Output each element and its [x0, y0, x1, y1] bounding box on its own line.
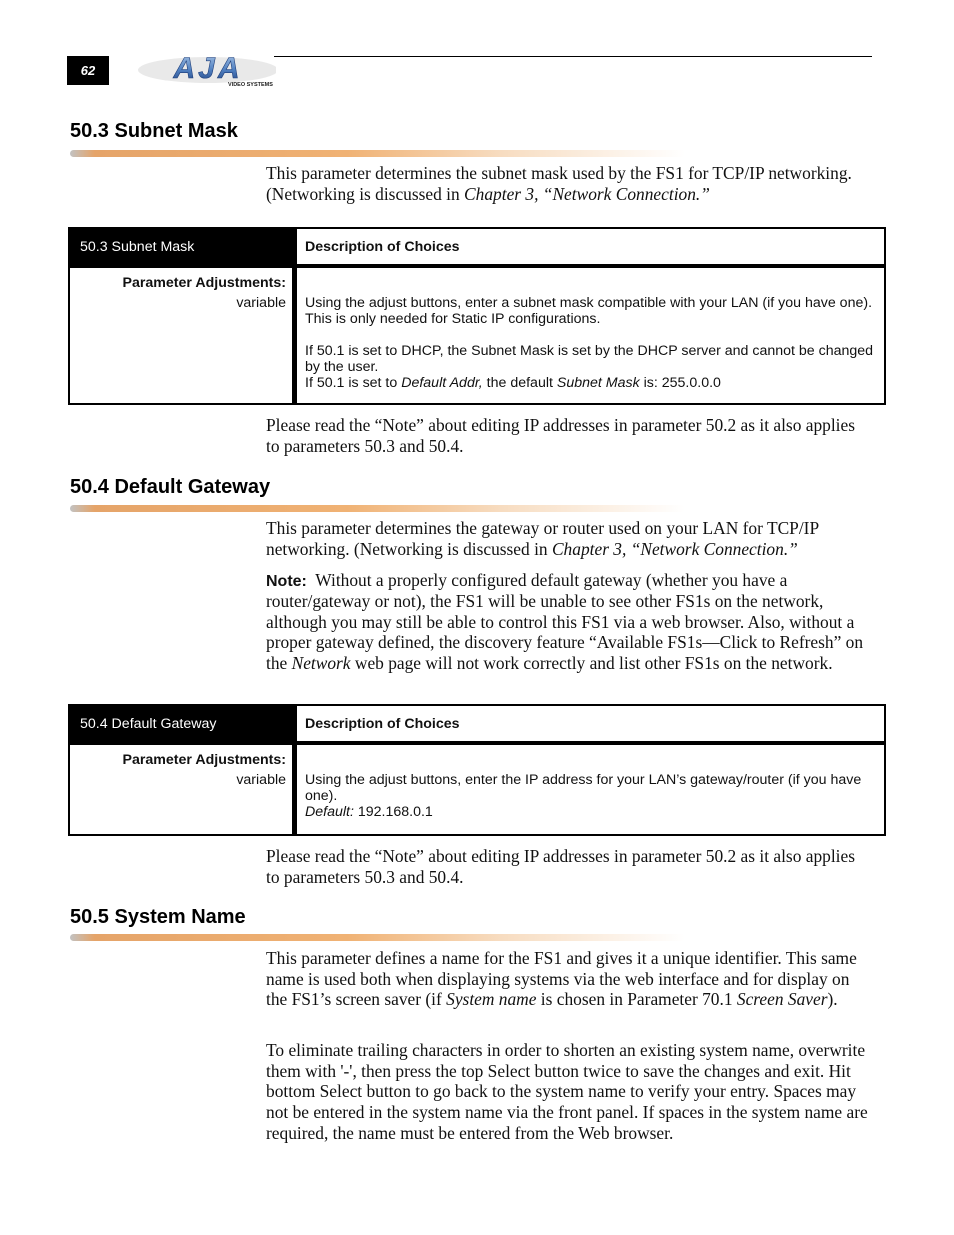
table-header-parameter: 50.4 Default Gateway: [70, 706, 292, 741]
parameter-adjustments-value: variable: [236, 295, 286, 311]
default-gateway-table: [68, 704, 886, 836]
default-gateway-note: Note: Without a properly configured default gateway (whether you have a router/gateway or not), the FS1 will be unable to see other FS1s on the network, although you may still be able to control this FS1 via a web browser. Also, without a proper gateway defined, the discovery feature “Available FS1s—Click to Refresh” on the Network web page will not work correctly and list other FS1s on the network.: [266, 570, 864, 674]
default-gateway-intro: This parameter determines the gateway or router used on your LAN for TCP/IP networking. (Networking is discussed in Chapter 3, “Network Connection.”: [266, 518, 819, 559]
description-text: Using the adjust buttons, enter a subnet mask compatible with your LAN (if you have one). This is only needed for Static IP configurations.: [305, 295, 873, 327]
system-name-instructions: To eliminate trailing characters in order to shorten an existing system name, overwrite them with '-', then press the top Select button twice to save the changes and exit. Hit bottom Select button to go back to the system name to verify your entry. Spaces may not be entered in the system name via the front panel. If spaces in the system name are required, the name must be entered from the Web browser.: [266, 1040, 868, 1143]
description-text: If 50.1 is set to DHCP, the Subnet Mask is set by the DHCP server and cannot be changed by the user.: [305, 343, 874, 375]
table-header-parameter: 50.3 Subnet Mask: [70, 229, 292, 264]
aja-logo: [130, 54, 276, 88]
section-rule: [70, 934, 685, 941]
parameter-adjustments: [70, 268, 292, 403]
logo-wordmark: AJA: [173, 54, 243, 85]
parameter-adjustments-label: Parameter Adjustments:: [122, 752, 286, 768]
subnet-mask-intro: This parameter determines the subnet mask used by the FS1 for TCP/IP networking. (Networking is discussed in Chapter 3, “Network Connection.”: [266, 163, 852, 204]
section-rule: [70, 150, 685, 157]
logo-subtitle: VIDEO SYSTEMS: [228, 82, 273, 88]
description-of-choices: [292, 268, 884, 403]
description-of-choices: [292, 745, 884, 834]
chapter-reference: Chapter 3, “Network Connection.”: [464, 183, 710, 204]
header-rule: [274, 56, 872, 57]
default-value-text: Default: 192.168.0.1: [305, 804, 433, 820]
description-text: Using the adjust buttons, enter the IP address for your LAN’s gateway/router (if you have one).: [305, 772, 862, 804]
default-value-text: If 50.1 is set to Default Addr, the default Subnet Mask is: 255.0.0.0: [305, 375, 721, 391]
parameter-adjustments-value: variable: [236, 772, 286, 788]
subnet-mask-note-reference: Please read the “Note” about editing IP addresses in parameter 50.2 as it also applies to parameters 50.3 and 50.4.: [266, 415, 855, 456]
page-number: 62: [67, 56, 109, 85]
section-title-system-name: 50.5 System Name: [70, 906, 246, 928]
subnet-mask-table: [68, 227, 886, 405]
default-gateway-note-reference: Please read the “Note” about editing IP addresses in parameter 50.2 as it also applies to parameters 50.3 and 50.4.: [266, 846, 855, 887]
parameter-adjustments: [70, 745, 292, 834]
section-title-default-gateway: 50.4 Default Gateway: [70, 476, 271, 498]
table-header-description: Description of Choices: [292, 229, 884, 264]
system-name-description: This parameter defines a name for the FS1 and gives it a unique identifier. This same name is used both when displaying systems via the web interface and for display on the FS1’s screen saver (if System name is chosen in Parameter 70.1 Screen Saver).: [266, 948, 857, 1010]
section-rule: [70, 505, 685, 512]
parameter-adjustments-label: Parameter Adjustments:: [122, 275, 286, 291]
section-title-subnet-mask: 50.3 Subnet Mask: [70, 120, 238, 142]
chapter-reference: Chapter 3, “Network Connection.”: [551, 538, 798, 559]
note-label: Note:: [266, 573, 307, 590]
table-header-description: Description of Choices: [292, 706, 884, 741]
